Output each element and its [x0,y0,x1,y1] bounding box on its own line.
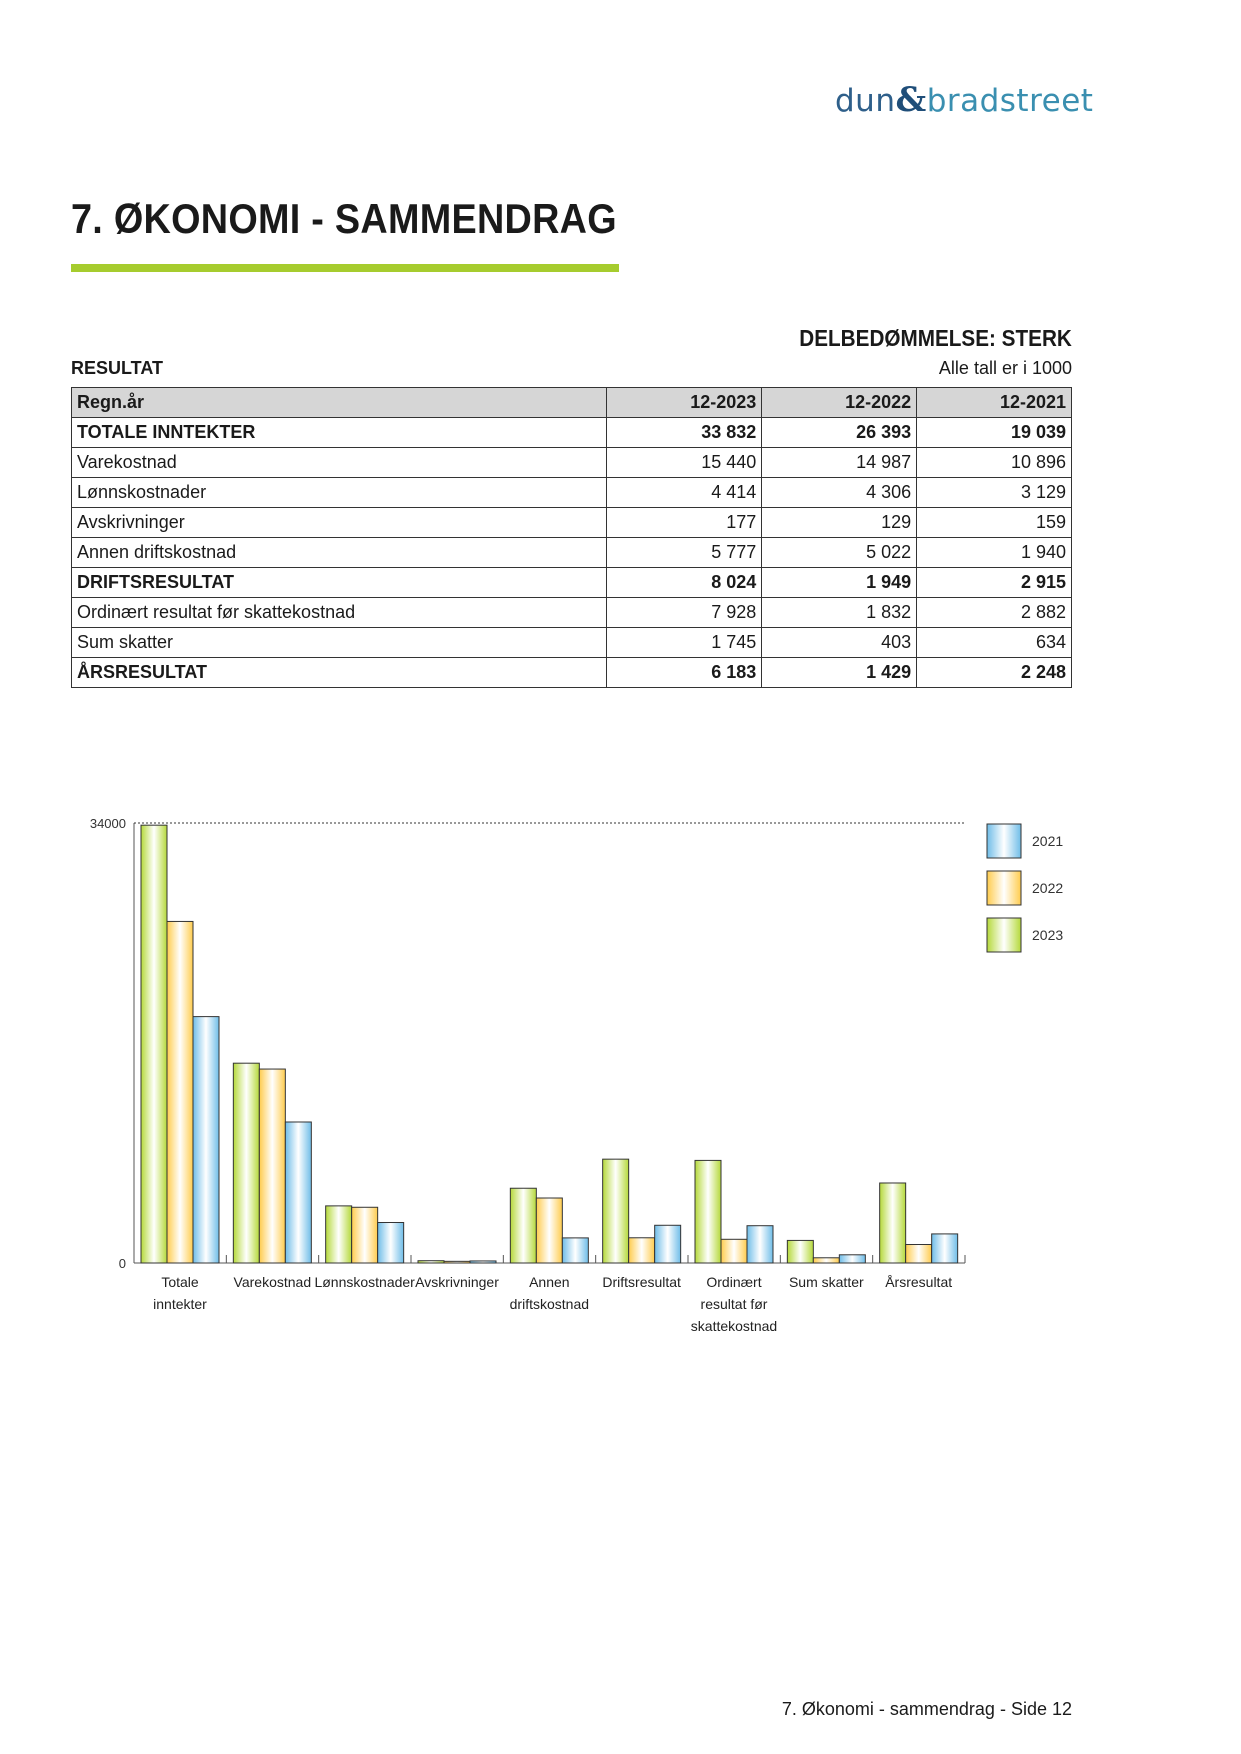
value-2022: 129 [762,508,917,538]
legend-swatch-2023 [987,918,1021,952]
x-category-label: inntekter [153,1296,207,1312]
value-2021: 159 [917,508,1072,538]
bar-2021 [562,1238,588,1263]
rating-label: DELBEDØMMELSE: STERK [799,325,1072,351]
bar-2022 [167,921,193,1263]
legend-swatch-2022 [987,871,1021,905]
value-2023: 7 928 [607,598,762,628]
value-2023: 5 777 [607,538,762,568]
bar-2021 [378,1223,404,1263]
value-2021: 2 248 [917,658,1072,688]
table-row [72,568,1072,598]
value-2021: 2 882 [917,598,1072,628]
bar-2023 [787,1240,813,1263]
value-2021: 1 940 [917,538,1072,568]
bar-2023 [233,1063,259,1263]
value-2023: 1 745 [607,628,762,658]
table-row [72,658,1072,688]
value-2022: 5 022 [762,538,917,568]
table-row [72,538,1072,568]
value-2022: 4 306 [762,478,917,508]
bar-2022 [629,1238,655,1263]
x-category-label: driftskostnad [509,1296,590,1312]
value-2021: 634 [917,628,1072,658]
x-category-label: Annen [529,1274,570,1290]
bar-2021 [839,1255,865,1263]
bar-2023 [326,1206,352,1263]
x-category-label: Sum skatter [788,1274,864,1290]
legend-label-2023: 2023 [1032,927,1064,943]
bar-2021 [655,1225,681,1263]
y-tick-label: 0 [118,1256,126,1271]
value-2022: 403 [762,628,917,658]
bar-2022 [906,1245,932,1263]
bar-2023 [418,1261,444,1263]
value-2022: 1 429 [762,658,917,688]
bar-2021 [932,1234,958,1263]
title-underline [71,264,619,272]
row-label: Annen driftskostnad [72,538,607,568]
legend-label-2021: 2021 [1032,833,1064,849]
row-label: ÅRSRESULTAT [72,658,607,688]
value-2021: 19 039 [917,418,1072,448]
value-2023: 177 [607,508,762,538]
value-2022: 26 393 [762,418,917,448]
header-year: Regn.år [72,388,607,418]
table-body [72,418,1072,688]
x-category-label: Ordinært [706,1274,762,1290]
x-category-label: Totale [161,1274,199,1290]
bar-2022 [444,1261,470,1263]
bar-2023 [510,1188,536,1263]
row-label: Ordinært resultat før skattekostnad [72,598,607,628]
table-row [72,508,1072,538]
unit-note: Alle tall er i 1000 [938,358,1072,378]
bar-2022 [352,1207,378,1263]
page-footer: 7. Økonomi - sammendrag - Side 12 [781,1699,1072,1719]
bar-2023 [695,1160,721,1263]
value-2023: 33 832 [607,418,762,448]
bar-2023 [880,1183,906,1263]
header-2021: 12-2021 [917,388,1072,418]
bar-2021 [747,1226,773,1263]
row-label: TOTALE INNTEKTER [72,418,607,448]
value-2023: 4 414 [607,478,762,508]
row-label: Avskrivninger [72,508,607,538]
x-category-label: Årsresultat [885,1274,953,1290]
table-row [72,478,1072,508]
value-2023: 6 183 [607,658,762,688]
results-bar-chart [0,800,1241,1360]
bar-2022 [721,1239,747,1263]
bar-2021 [193,1017,219,1263]
row-label: Varekostnad [72,448,607,478]
header-2023: 12-2023 [607,388,762,418]
x-category-label: Lønnskostnader [314,1274,415,1290]
bar-2021 [285,1122,311,1263]
value-2021: 10 896 [917,448,1072,478]
table-row [72,448,1072,478]
value-2022: 1 949 [762,568,917,598]
value-2023: 8 024 [607,568,762,598]
table-row [72,598,1072,628]
page-title: 7. ØKONOMI - SAMMENDRAG [71,195,617,242]
value-2022: 1 832 [762,598,917,628]
x-category-label: resultat før [700,1296,768,1312]
bar-2022 [259,1069,285,1263]
x-category-label: Driftsresultat [602,1274,681,1290]
value-2023: 15 440 [607,448,762,478]
value-2021: 2 915 [917,568,1072,598]
logo-ampersand: & [895,80,927,120]
row-label: Sum skatter [72,628,607,658]
section-label: RESULTAT [71,358,163,378]
logo-text-left: dun [835,83,896,119]
x-category-label: skattekostnad [690,1318,778,1334]
bar-2023 [141,825,167,1263]
row-label: Lønnskostnader [72,478,607,508]
legend-label-2022: 2022 [1032,880,1064,896]
header-2022: 12-2022 [762,388,917,418]
bar-2022 [813,1258,839,1263]
dun-bradstreet-logo [835,80,1093,120]
x-category-label: Avskrivninger [415,1274,499,1290]
legend-swatch-2021 [987,824,1021,858]
value-2021: 3 129 [917,478,1072,508]
results-table [71,387,1072,688]
y-tick-label: 34000 [89,816,126,831]
bar-2022 [536,1198,562,1263]
bar-2021 [470,1261,496,1263]
table-header-row [72,388,1072,418]
value-2022: 14 987 [762,448,917,478]
bar-2023 [603,1159,629,1263]
logo-text-right: bradstreet [926,83,1094,119]
table-row [72,628,1072,658]
row-label: DRIFTSRESULTAT [72,568,607,598]
x-category-label: Varekostnad [233,1274,312,1290]
table-row [72,418,1072,448]
